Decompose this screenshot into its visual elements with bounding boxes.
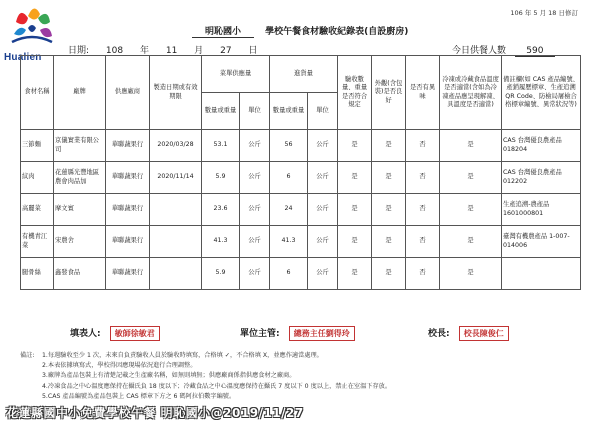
cell-recv-unit: 公斤	[308, 162, 338, 194]
supervisor-stamp: 總務主任劉得玲	[289, 326, 355, 341]
header-menu-unit: 單位	[240, 93, 270, 130]
filler-signature	[70, 326, 160, 341]
cell-menu-unit: 公斤	[240, 226, 270, 258]
filler-label: 填表人:	[70, 329, 101, 339]
cell-name: 腿骨絲	[21, 258, 54, 290]
cell-recv-qty: 24	[270, 194, 308, 226]
form-title: 學校午餐食材驗收紀錄表(自設廚房)	[265, 27, 409, 37]
cell-name: 高麗菜	[21, 194, 54, 226]
header-name: 食材名稱	[21, 56, 54, 130]
revision-date: 106 年 5 月 18 日修訂	[510, 9, 578, 17]
principal-stamp: 校長陳俊仁	[459, 326, 509, 341]
cell-temp: 是	[440, 162, 502, 194]
footer-watermark: 花蓮縣國中小免費學校午餐 明恥國小@2019/11/27	[6, 406, 304, 420]
header-supplier: 供應廠商	[106, 56, 150, 130]
cell-recv-unit: 公斤	[308, 226, 338, 258]
notes-lead: 備註:	[20, 352, 35, 359]
cell-remark: CAS 台灣優良農產品 012202	[502, 162, 581, 194]
header-recv-qty: 進貨量	[270, 56, 338, 93]
note-item: 2.本表依據填寫式，學校得因應現場依況進行合理調整。	[42, 362, 197, 370]
cell-menu-qty: 41.3	[202, 226, 240, 258]
inspection-table	[20, 55, 581, 290]
cell-check: 是	[338, 258, 372, 290]
page-title	[192, 24, 408, 38]
cell-supplier: 華聯蔬果行	[106, 162, 150, 194]
cell-look: 是	[372, 194, 406, 226]
cell-smell: 否	[406, 194, 440, 226]
day-unit: 日	[248, 46, 258, 56]
month-unit: 月	[194, 46, 204, 56]
header-remarks: 備註欄(如 CAS 產品編號、產銷履歷標章、生產追溯 QR Code、防檢局屠檢合格標章編號、異常狀況等)	[502, 56, 581, 130]
cell-remark: 臺灣有機農產品 1-007-014006	[502, 226, 581, 258]
cell-look: 是	[372, 226, 406, 258]
supervisor-label: 單位主管:	[240, 329, 280, 339]
cell-supplier: 華聯蔬果行	[106, 194, 150, 226]
cell-supplier: 華聯蔬果行	[106, 130, 150, 162]
cell-date	[150, 226, 202, 258]
table-row	[21, 194, 581, 226]
cell-check: 是	[338, 194, 372, 226]
cell-recv-unit: 公斤	[308, 130, 338, 162]
cell-date: 2020/11/14	[150, 162, 202, 194]
date-day: 27	[220, 46, 232, 56]
cell-menu-unit: 公斤	[240, 162, 270, 194]
cell-temp: 是	[440, 226, 502, 258]
note-item: 3.廠牌為產品包裝上有清楚記載之生產廠名稱，如無則填無；供應廠商係指供應食材之廠商。	[42, 372, 296, 380]
cell-date: 2020/03/28	[150, 130, 202, 162]
cell-remark: CAS 台灣優良農產品 018204	[502, 130, 581, 162]
cell-supplier: 華聯蔬果行	[106, 258, 150, 290]
cell-brand: 花蓮縣光豐地區農會肉品加	[54, 162, 106, 194]
cell-recv-qty: 6	[270, 258, 308, 290]
cell-supplier: 華聯蔬果行	[106, 226, 150, 258]
cell-date	[150, 194, 202, 226]
table-row	[21, 226, 581, 258]
cell-remark: 生產追溯-農產品 1601000801	[502, 194, 581, 226]
cell-check: 是	[338, 226, 372, 258]
header-check: 驗收數量、重量是否符合規定	[338, 56, 372, 130]
cell-smell: 否	[406, 258, 440, 290]
note-item: 5.CAS 產品編號為產品包裝上 CAS 標章下方之 6 碼阿拉伯數字編號。	[42, 392, 236, 400]
cell-look: 是	[372, 162, 406, 194]
cell-menu-unit: 公斤	[240, 130, 270, 162]
cell-remark	[502, 258, 581, 290]
cell-brand: 京儀實業有限公司	[54, 130, 106, 162]
cell-brand: 宋農舍	[54, 226, 106, 258]
cell-check: 是	[338, 130, 372, 162]
principal-label: 校長:	[428, 329, 450, 339]
header-menu-amount: 數量或重量	[202, 93, 240, 130]
header-smell: 是否有異味	[406, 56, 440, 130]
cell-recv-unit: 公斤	[308, 194, 338, 226]
logo-text: Hualien	[4, 52, 42, 63]
cell-menu-unit: 公斤	[240, 258, 270, 290]
supervisor-signature	[240, 326, 355, 341]
filler-stamp: 敏師徐敏君	[110, 326, 160, 341]
cell-recv-qty: 41.3	[270, 226, 308, 258]
count-value: 590	[515, 46, 555, 57]
cell-name: 三節麵	[21, 130, 54, 162]
cell-temp: 是	[440, 194, 502, 226]
cell-recv-unit: 公斤	[308, 258, 338, 290]
cell-date	[150, 258, 202, 290]
header-brand: 廠牌	[54, 56, 106, 130]
cell-smell: 否	[406, 162, 440, 194]
cell-brand: 摩文賓	[54, 194, 106, 226]
header-date: 製造日期或有效期限	[150, 56, 202, 130]
note-item: 1.每週驗收至少 1 次，未來自負責驗收人員於驗收時填寫，合格填 ✓，不合格填 X，並應作適當處理。	[42, 352, 323, 359]
cell-name: 有機青江菜	[21, 226, 54, 258]
cell-temp: 是	[440, 130, 502, 162]
hualien-logo	[6, 2, 58, 56]
cell-menu-qty: 5.9	[202, 162, 240, 194]
header-recv-amount: 數量或重量	[270, 93, 308, 130]
cell-check: 是	[338, 162, 372, 194]
table-row	[21, 130, 581, 162]
table-row	[21, 258, 581, 290]
date-label: 日期:	[68, 46, 90, 56]
cell-recv-qty: 56	[270, 130, 308, 162]
cell-look: 是	[372, 258, 406, 290]
cell-menu-qty: 23.6	[202, 194, 240, 226]
table-row	[21, 162, 581, 194]
cell-menu-qty: 53.1	[202, 130, 240, 162]
cell-menu-qty: 5.9	[202, 258, 240, 290]
header-recv-unit: 單位	[308, 93, 338, 130]
header-temperature: 冷凍或冷藏食品溫度是否適當(含如為冷凍產品應呈現解凍、具溫度是否適當)	[440, 56, 502, 130]
cell-recv-qty: 6	[270, 162, 308, 194]
cell-name: 紋肉	[21, 162, 54, 194]
header-package: 外觀(含包裝)是否良好	[372, 56, 406, 130]
date-year: 108	[105, 46, 124, 56]
cell-look: 是	[372, 130, 406, 162]
date-month: 11	[165, 46, 178, 56]
principal-signature	[428, 326, 509, 341]
count-label: 今日供餐人數	[452, 46, 507, 56]
cell-smell: 否	[406, 226, 440, 258]
cell-temp: 是	[440, 258, 502, 290]
notes	[20, 351, 580, 402]
header-menu-qty: 菜單供應量	[202, 56, 270, 93]
year-unit: 年	[139, 46, 149, 56]
cell-brand: 鑫發食品	[54, 258, 106, 290]
school-name: 明恥國小	[192, 24, 254, 38]
note-item: 4.冷凍食品之中心溫度應保持在攝氏負 18 度以下；冷藏食品之中心溫度應保持在攝氏 7 度以下 0 度以上，禁止在室溫下存放。	[42, 382, 392, 390]
cell-smell: 否	[406, 130, 440, 162]
cell-menu-unit: 公斤	[240, 194, 270, 226]
